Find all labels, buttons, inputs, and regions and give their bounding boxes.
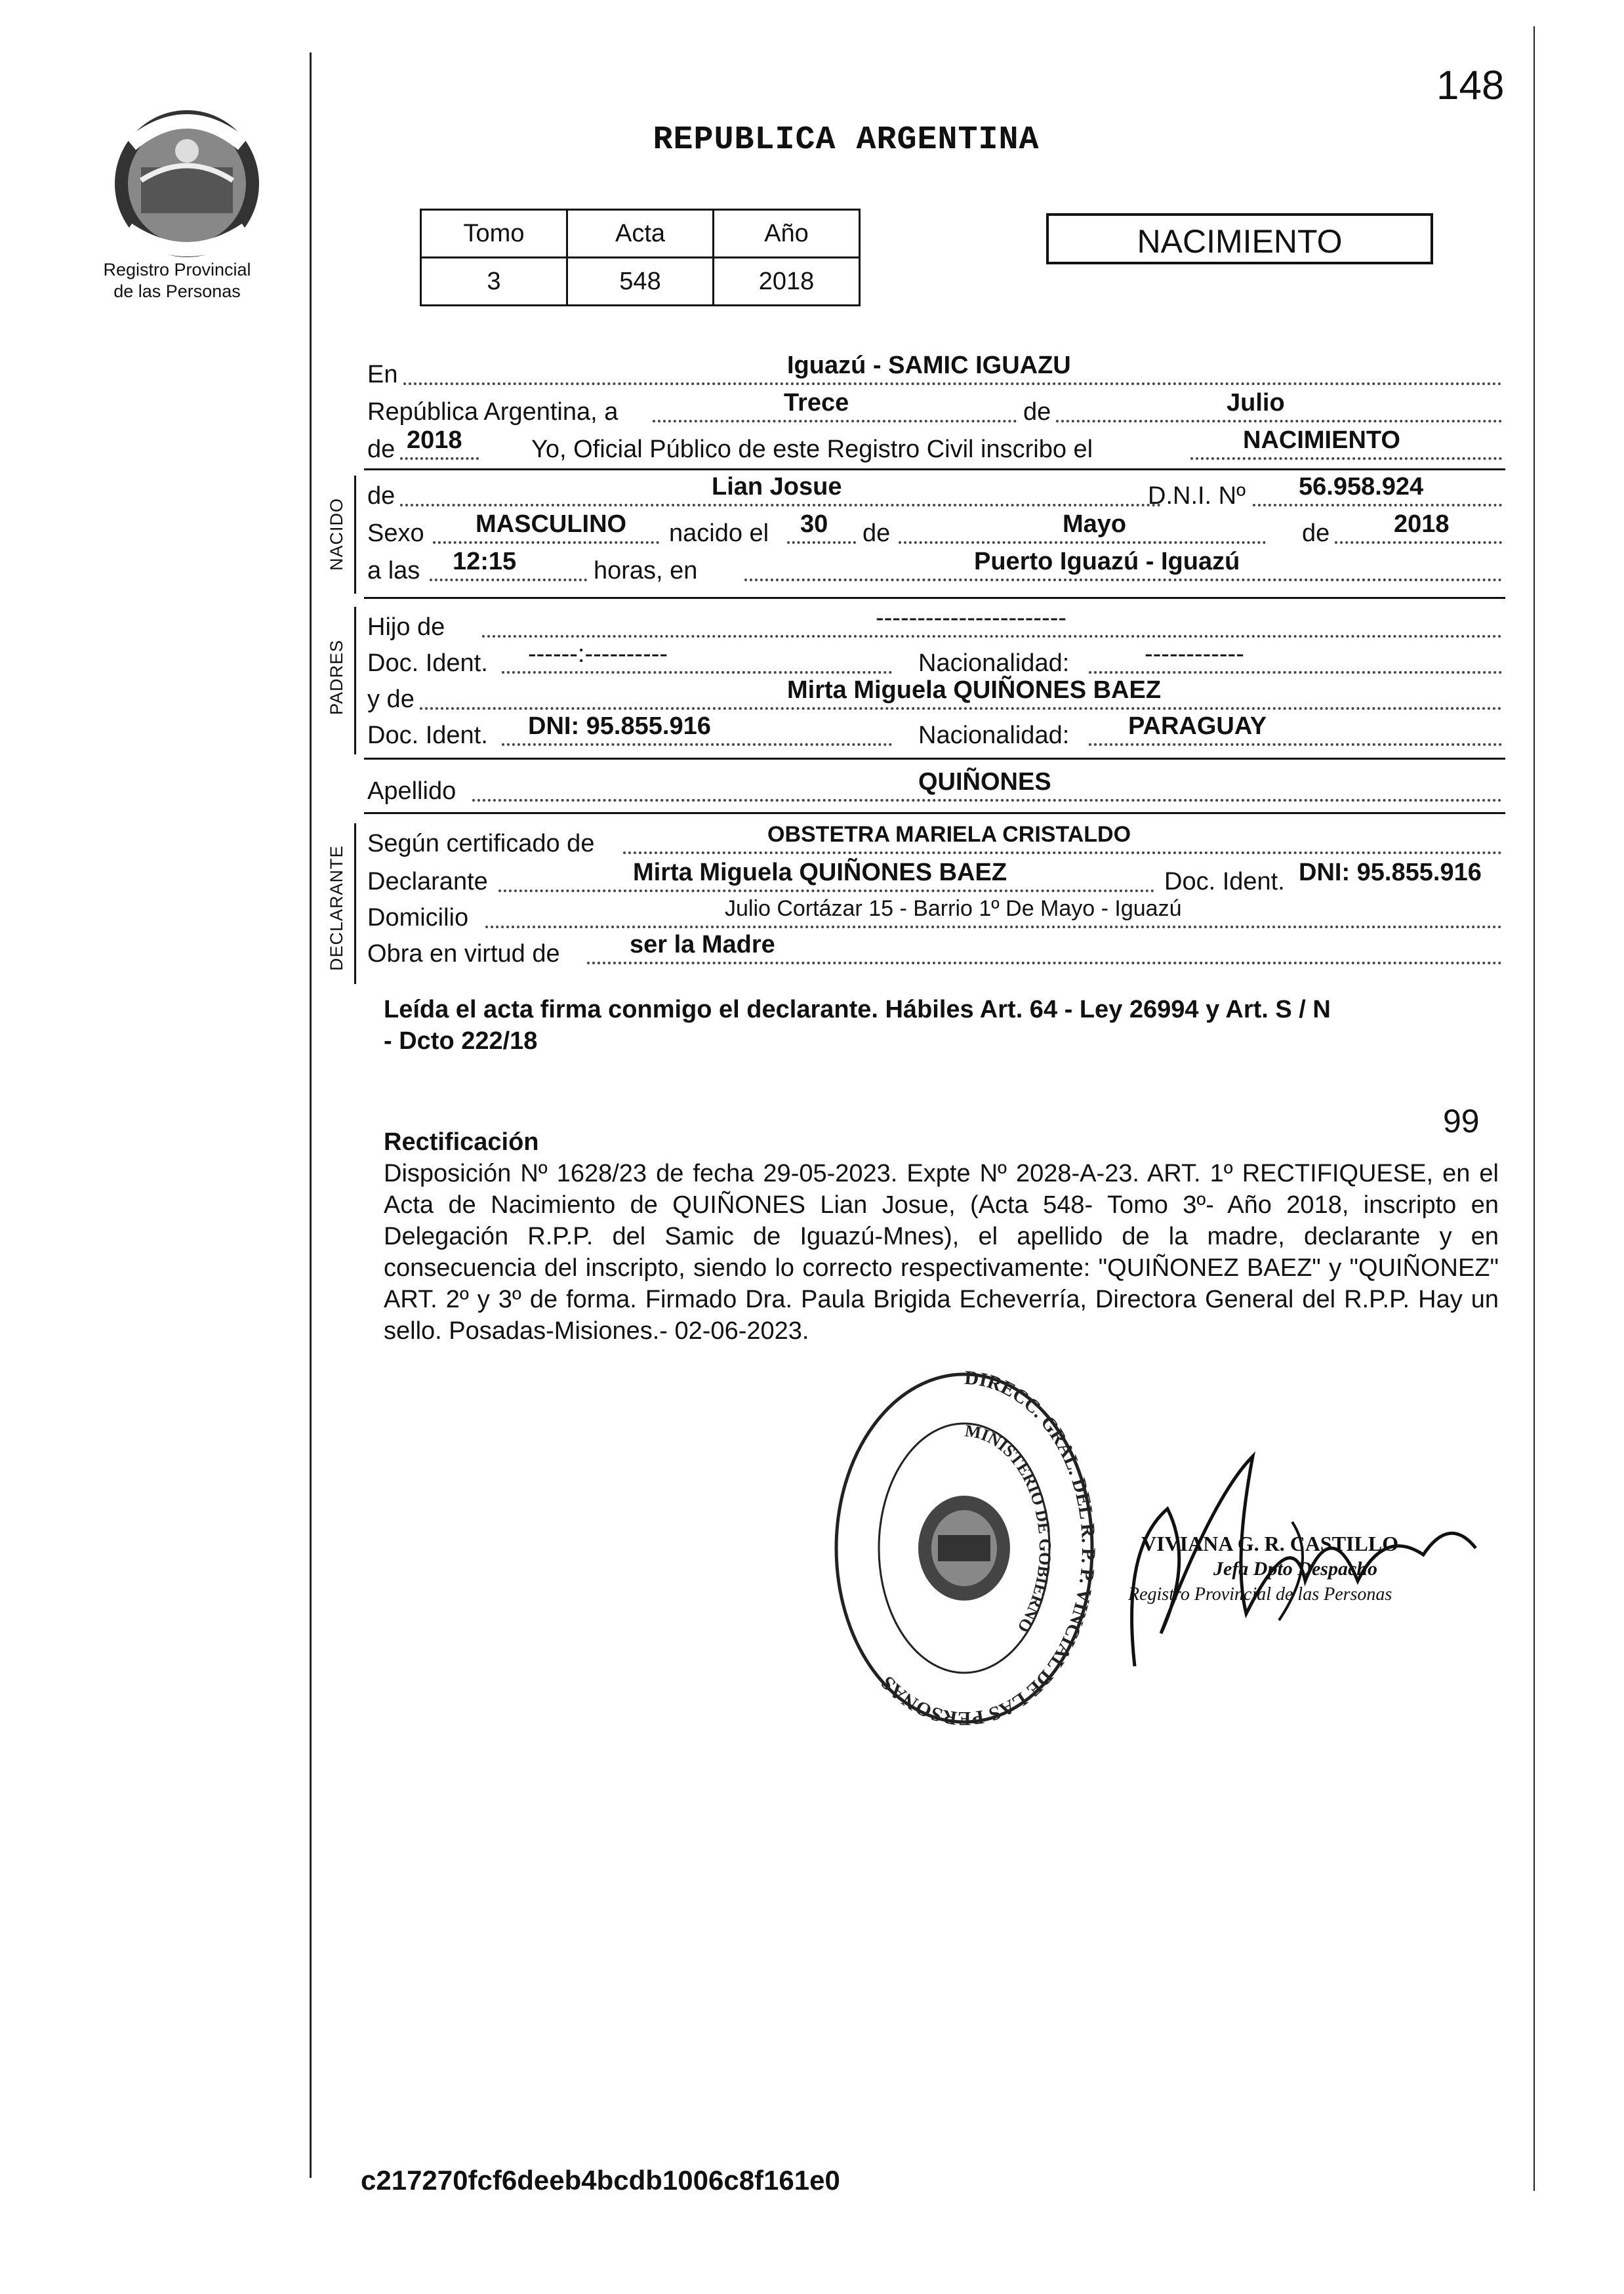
seal-inner-text: MINISTERIO DE GOBIERNO xyxy=(964,1421,1055,1636)
signature-note xyxy=(384,994,1486,1057)
value-place: Puerto Iguazú - Iguazú xyxy=(974,548,1240,575)
dots xyxy=(502,743,892,746)
note-line-2: - Dcto 222/18 xyxy=(384,1027,538,1055)
ref-table xyxy=(420,209,861,306)
label-de3: de xyxy=(863,520,891,547)
label-a-las: a las xyxy=(367,557,420,584)
label-nac2: Nacionalidad: xyxy=(918,722,1070,749)
ref-value-tomo: 3 xyxy=(421,258,567,306)
logo-caption: Registro Provincial de las Personas xyxy=(103,260,251,301)
signature-org: Registro Provincial de las Personas xyxy=(1128,1584,1392,1605)
label-de-nacido: de xyxy=(367,482,396,510)
page-title: REPUBLICA ARGENTINA xyxy=(653,121,1040,159)
label-obra: Obra en virtud de xyxy=(367,940,560,968)
value-month: Julio xyxy=(1227,389,1285,417)
page-number: 148 xyxy=(1436,63,1505,108)
value-cert: OBSTETRA MARIELA CRISTALDO xyxy=(767,822,1131,847)
value-hijo: ----------------------- xyxy=(876,604,1067,632)
section-rule xyxy=(364,812,1505,814)
dots xyxy=(1253,504,1502,506)
ref-header-ano: Año xyxy=(714,210,860,258)
row-domicilio xyxy=(367,896,1502,935)
rectificacion-body: Disposición Nº 1628/23 de fecha 29-05-2023. Expte Nº 2028-A-23. ART. 1º RECTIFIQUESE, en el Acta de Nacimiento de QUIÑONES Lian Josue, (Acta 548- Tomo 3º- Año 2018, inscripto en Delegación R.P.P. del Samic de Iguazú-Mnes), el apellido de la madre, declarante y en consecuencia del inscripto, siendo lo correcto respectivamente: "QUIÑONEZ BAEZ" y "QUIÑONEZ" ART. 2º y 3º de forma. Firmado Dra. Paula Brigida Echeverría, Directora General del R.P.P. Hay un sello. Posadas-Misiones.- 02-06-2023. xyxy=(384,1160,1499,1345)
side-bar xyxy=(354,607,356,754)
row-en xyxy=(367,352,1502,392)
dots xyxy=(403,382,1502,385)
dots xyxy=(744,579,1502,581)
section-label-declarante: DECLARANTE xyxy=(327,845,346,971)
value-en: Iguazú - SAMIC IGUAZU xyxy=(787,352,1071,379)
doc-type-box: NACIMIENTO xyxy=(1046,213,1433,264)
label-de4: de xyxy=(1302,520,1330,547)
value-nac1: ------------ xyxy=(1145,640,1244,668)
label-declarante: Declarante xyxy=(367,868,488,895)
ref-value-ano: 2018 xyxy=(714,258,860,306)
dots xyxy=(1190,457,1502,460)
value-sexo: MASCULINO xyxy=(476,510,627,538)
label-sexo: Sexo xyxy=(367,520,424,547)
note-line-1: Leída el acta firma conmigo el declarante. Hábiles Art. 64 - Ley 26994 y Art. S / N xyxy=(384,996,1331,1023)
label-doc2: Doc. Ident. xyxy=(367,722,488,749)
value-doc-decl: DNI: 95.855.916 xyxy=(1299,859,1482,886)
dots xyxy=(1056,420,1502,422)
label-horas: horas, en xyxy=(594,557,698,584)
section-label-padres: PADRES xyxy=(327,639,346,715)
margin-line xyxy=(310,52,312,2178)
signature-role: Jefa Dpto Despacho xyxy=(1213,1558,1377,1580)
value-nac2: PARAGUAY xyxy=(1128,712,1267,740)
label-nac1: Nacionalidad: xyxy=(918,649,1070,677)
dots xyxy=(787,541,856,544)
value-doc1: ------:---------- xyxy=(528,640,668,668)
value-mother: Mirta Miguela QUIÑONES BAEZ xyxy=(787,676,1162,704)
row-inscribo xyxy=(367,426,1502,466)
label-doc-decl: Doc. Ident. xyxy=(1164,868,1285,895)
ref-header-tomo: Tomo xyxy=(421,210,567,258)
right-margin-line xyxy=(1533,26,1535,2191)
value-birth-year: 2018 xyxy=(1394,510,1450,538)
value-name: Lian Josue xyxy=(712,473,842,501)
label-domicilio: Domicilio xyxy=(367,904,469,932)
value-year: 2018 xyxy=(407,426,462,454)
dots xyxy=(430,579,587,581)
dots xyxy=(400,504,1161,506)
dots xyxy=(1335,541,1502,544)
value-day: Trece xyxy=(784,389,849,417)
signature-stamp xyxy=(1082,1417,1515,1679)
dots xyxy=(433,541,659,544)
value-doc2: DNI: 95.855.916 xyxy=(528,712,711,740)
dots xyxy=(623,851,1502,854)
label-cert: Según certificado de xyxy=(367,830,595,857)
row-obra xyxy=(367,931,1502,971)
rectificacion-title: Rectificación xyxy=(384,1128,539,1156)
value-apellido: QUIÑONES xyxy=(918,768,1051,796)
value-inscribo: NACIMIENTO xyxy=(1243,426,1400,454)
label-en: En xyxy=(367,361,398,388)
label-nacido-el: nacido el xyxy=(669,520,769,547)
ref-header-acta: Acta xyxy=(567,210,714,258)
label-y-de: y de xyxy=(367,686,415,713)
label-doc1: Doc. Ident. xyxy=(367,649,488,677)
seal-outer-text: DIRECC. GRAL. DEL R. P. P. VINCIAL DE LAS PERSONAS xyxy=(876,1366,1100,1730)
section-label-nacido: NACIDO xyxy=(327,497,346,571)
document-hash: c217270fcf6deeb4bcdb1006c8f161e0 xyxy=(361,2165,840,2196)
dots xyxy=(653,420,1017,422)
value-declarante: Mirta Miguela QUIÑONES BAEZ xyxy=(633,859,1007,886)
dots xyxy=(587,962,1502,964)
dots xyxy=(472,799,1502,802)
dots xyxy=(1089,743,1502,746)
label-hijo: Hijo de xyxy=(367,613,445,641)
ref-value-acta: 548 xyxy=(567,258,714,306)
label-apellido: Apellido xyxy=(367,777,457,805)
label-republica: República Argentina, a xyxy=(367,398,619,426)
row-nacido-sexo xyxy=(367,510,1502,550)
value-dni: 56.958.924 xyxy=(1299,473,1424,501)
label-dni: D.N.I. Nº xyxy=(1148,482,1246,510)
row-doc2 xyxy=(367,712,1502,752)
dots xyxy=(899,541,1266,544)
label-yo: Yo, Oficial Público de este Registro Civil inscribo el xyxy=(531,436,1093,463)
rectificacion-number: 99 xyxy=(1443,1103,1480,1139)
side-bar xyxy=(354,823,356,984)
section-rule xyxy=(364,597,1505,599)
label-de: de xyxy=(1023,398,1051,426)
side-bar xyxy=(354,476,356,594)
row-apellido xyxy=(367,768,1502,808)
value-domicilio: Julio Cortázar 15 - Barrio 1º De Mayo - Iguazú xyxy=(725,896,1182,921)
value-birth-month: Mayo xyxy=(1063,510,1127,538)
value-time: 12:15 xyxy=(453,548,517,575)
dots xyxy=(400,457,479,460)
label-de2: de xyxy=(367,436,396,463)
section-rule xyxy=(364,758,1505,760)
row-nacido-hora xyxy=(367,548,1502,588)
value-obra: ser la Madre xyxy=(630,931,775,958)
value-birth-day: 30 xyxy=(800,510,828,538)
official-seal xyxy=(820,1358,1108,1751)
signature-name: VIVIANA G. R. CASTILLO xyxy=(1141,1532,1399,1555)
